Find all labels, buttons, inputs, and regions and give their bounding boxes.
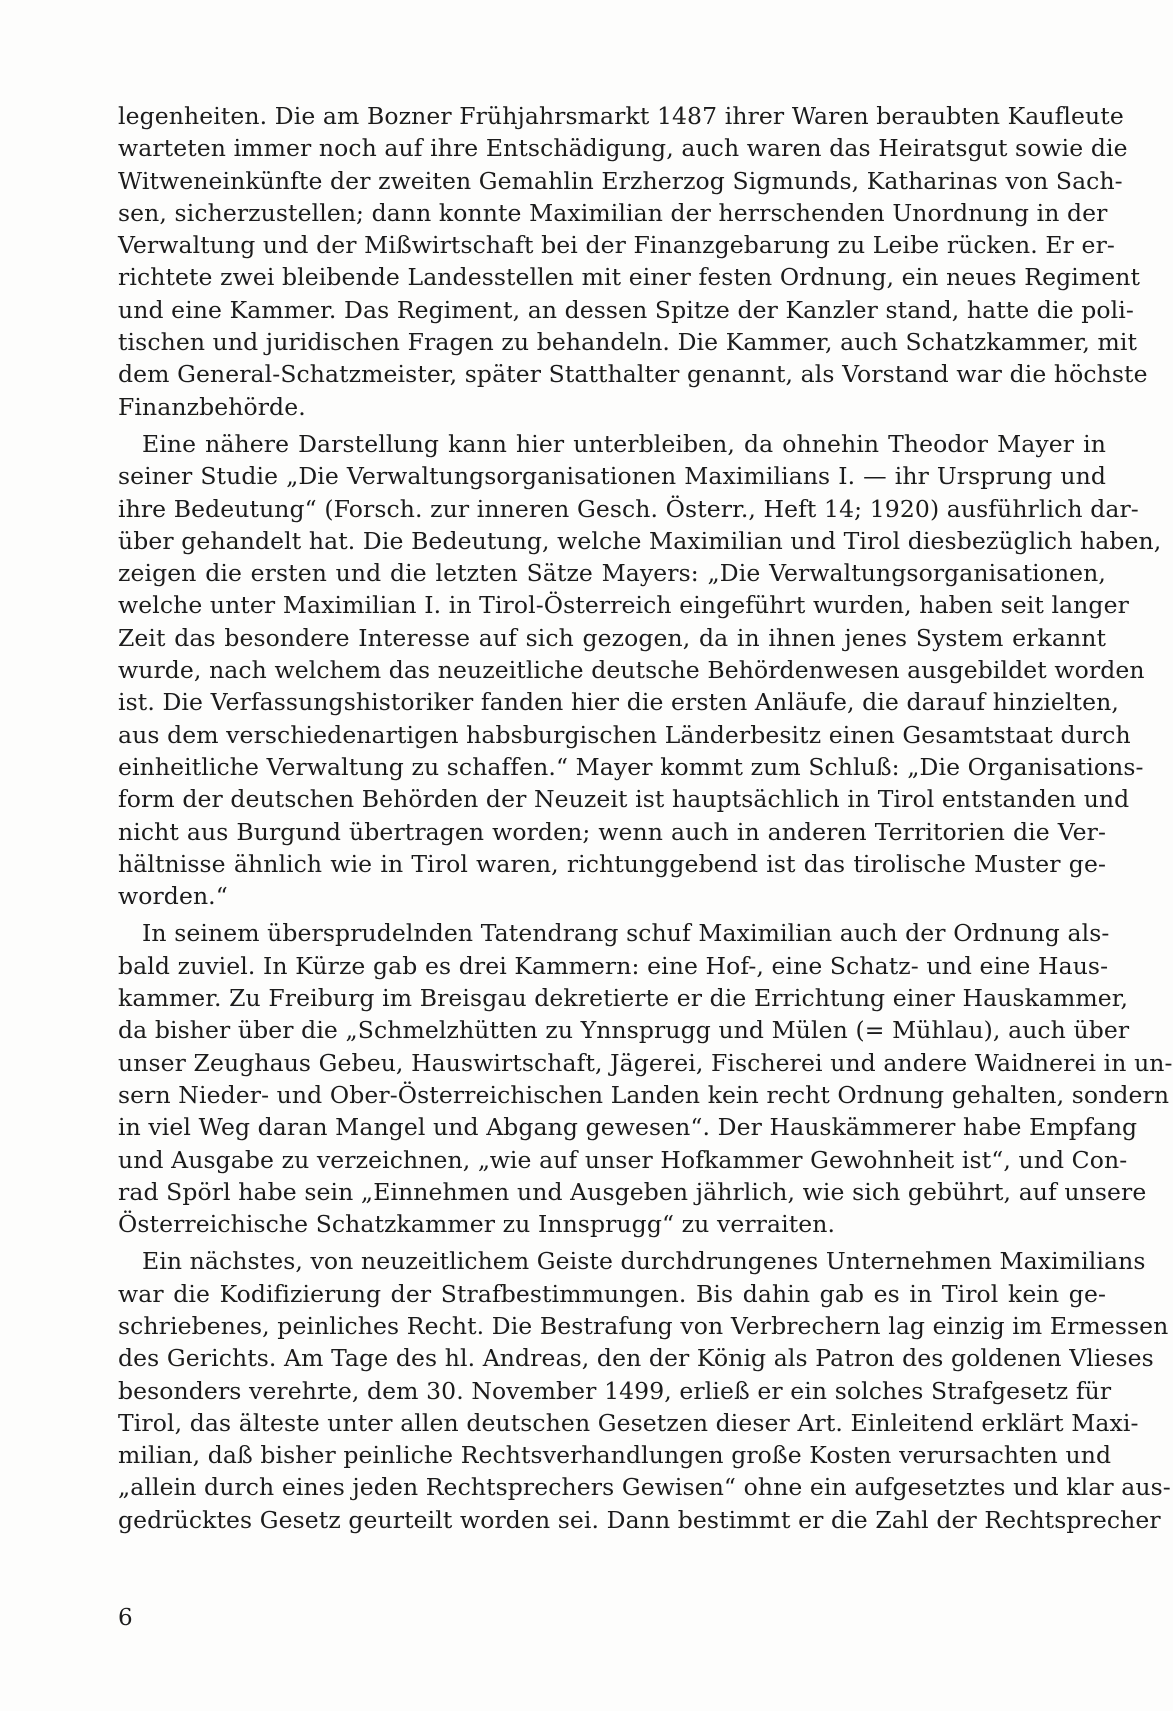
text-line: und Ausgabe zu verzeichnen, „wie auf unser Hofkammer Gewohnheit ist“, und Con-	[118, 1145, 1128, 1174]
text-line: Zeit das besondere Interesse auf sich gezogen, da in ihnen jenes System erkannt	[118, 623, 1106, 652]
text-line: seiner Studie „Die Verwaltungsorganisationen Maximilians I. — ihr Ursprung und	[118, 462, 1106, 491]
text-line: ihre Bedeutung“ (Forsch. zur inneren Gesch. Österr., Heft 14; 1920) ausführlich dar-	[118, 494, 1139, 523]
text-line: worden.“	[118, 882, 228, 911]
text-line: in viel Weg daran Mangel und Abgang gewesen“. Der Hauskämmerer habe Empfang	[118, 1113, 1138, 1142]
text-line: legenheiten. Die am Bozner Frühjahrsmarkt 1487 ihrer Waren beraubten Kaufleute	[118, 102, 1124, 130]
text-line: Tirol, das älteste unter allen deutschen Gesetzen dieser Art. Einleitend erklärt Maxi-	[118, 1408, 1139, 1437]
text-line: besonders verehrte, dem 30. November 1499, erließ er ein solches Strafgesetz für	[118, 1376, 1112, 1405]
text-line: tischen und juridischen Fragen zu behandeln. Die Kammer, auch Schatzkammer, mit	[118, 328, 1138, 357]
text-line: ist. Die Verfassungshistoriker fanden hier die ersten Anläufe, die darauf hinzielten,	[118, 688, 1119, 717]
page-number: 6	[118, 1605, 133, 1631]
text-line: und eine Kammer. Das Regiment, an dessen Spitze der Kanzler stand, hatte die poli-	[118, 295, 1134, 324]
text-line: Eine nähere Darstellung kann hier unterbleiben, da ohnehin Theodor Mayer in	[142, 429, 1106, 458]
text-line: richtete zwei bleibende Landesstellen mit einer festen Ordnung, ein neues Regiment	[118, 263, 1141, 292]
text-line: warteten immer noch auf ihre Entschädigung, auch waren das Heiratsgut sowie die	[118, 134, 1128, 163]
text-line: gedrücktes Gesetz geurteilt worden sei. Dann bestimmt er die Zahl der Rechtsprecher	[118, 1505, 1161, 1534]
paragraph	[118, 100, 1148, 423]
text-line: da bisher über die „Schmelzhütten zu Ynnsprugg und Mülen (= Mühlau), auch über	[118, 1016, 1130, 1045]
text-line: kammer. Zu Freiburg im Breisgau dekretierte er die Errichtung einer Hauskammer,	[118, 984, 1129, 1013]
text-line: sen, sicherzustellen; dann konnte Maximilian der herrschenden Unordnung in der	[118, 198, 1108, 227]
body-text	[118, 100, 1173, 1541]
text-line: unser Zeughaus Gebeu, Hauswirtschaft, Jägerei, Fischerei und andere Waidnerei in un-	[118, 1048, 1173, 1077]
text-line: „allein durch eines jeden Rechtsprechers Gewisen“ ohne ein aufgesetztes und klar aus-	[118, 1473, 1171, 1502]
text-line: zeigen die ersten und die letzten Sätze Mayers: „Die Verwaltungsorganisationen,	[118, 559, 1106, 588]
text-line: schriebenes, peinliches Recht. Die Bestrafung von Verbrechern lag einzig im Ermessen	[118, 1311, 1169, 1340]
text-line: war die Kodifizierung der Strafbestimmungen. Bis dahin gab es in Tirol kein ge-	[118, 1279, 1106, 1308]
text-line: rad Spörl habe sein „Einnehmen und Ausgeben jährlich, wie sich gebührt, auf unsere	[118, 1177, 1147, 1206]
text-line: Verwaltung und der Mißwirtschaft bei der Finanzgebarung zu Leibe rücken. Er er-	[118, 231, 1115, 260]
text-line: aus dem verschiedenartigen habsburgischen Länderbesitz einen Gesamtstaat durch	[118, 720, 1131, 749]
text-line: hältnisse ähnlich wie in Tirol waren, richtunggebend ist das tirolische Muster ge-	[118, 849, 1106, 878]
text-line: sern Nieder- und Ober-Österreichischen Landen kein recht Ordnung gehalten, sondern	[118, 1080, 1170, 1109]
text-line: In seinem übersprudelnden Tatendrang schuf Maximilian auch der Ordnung als-	[142, 919, 1110, 948]
text-line: Österreichische Schatzkammer zu Innsprugg“ zu verraiten.	[118, 1210, 836, 1239]
paragraph	[118, 428, 1162, 912]
text-line: dem General-Schatzmeister, später Statthalter genannt, als Vorstand war die höchste	[118, 360, 1148, 389]
paragraph	[118, 917, 1173, 1240]
text-line: bald zuviel. In Kürze gab es drei Kammern: eine Hof-, eine Schatz- und eine Haus-	[118, 951, 1109, 980]
text-line: über gehandelt hat. Die Bedeutung, welche Maximilian und Tirol diesbezüglich haben,	[118, 526, 1162, 555]
text-line: einheitliche Verwaltung zu schaffen.“ Mayer kommt zum Schluß: „Die Organisations-	[118, 752, 1144, 781]
text-line: des Gerichts. Am Tage des hl. Andreas, den der König als Patron des goldenen Vlieses	[118, 1344, 1154, 1373]
text-line: welche unter Maximilian I. in Tirol-Österreich eingeführt wurden, haben seit langer	[118, 591, 1129, 620]
text-line: milian, daß bisher peinliche Rechtsverhandlungen große Kosten verursachten und	[118, 1441, 1112, 1470]
text-line: Witweneinkünfte der zweiten Gemahlin Erzherzog Sigmunds, Katharinas von Sach-	[118, 166, 1123, 195]
text-line: Finanzbehörde.	[118, 392, 306, 421]
text-line: form der deutschen Behörden der Neuzeit ist hauptsächlich in Tirol entstanden und	[118, 785, 1130, 814]
text-line: Ein nächstes, von neuzeitlichem Geiste durchdrungenes Unternehmen Maximilians	[142, 1247, 1146, 1276]
text-line: nicht aus Burgund übertragen worden; wenn auch in anderen Territorien die Ver-	[118, 817, 1106, 846]
paragraph	[118, 1245, 1171, 1536]
text-line: wurde, nach welchem das neuzeitliche deutsche Behördenwesen ausgebildet worden	[118, 656, 1145, 685]
